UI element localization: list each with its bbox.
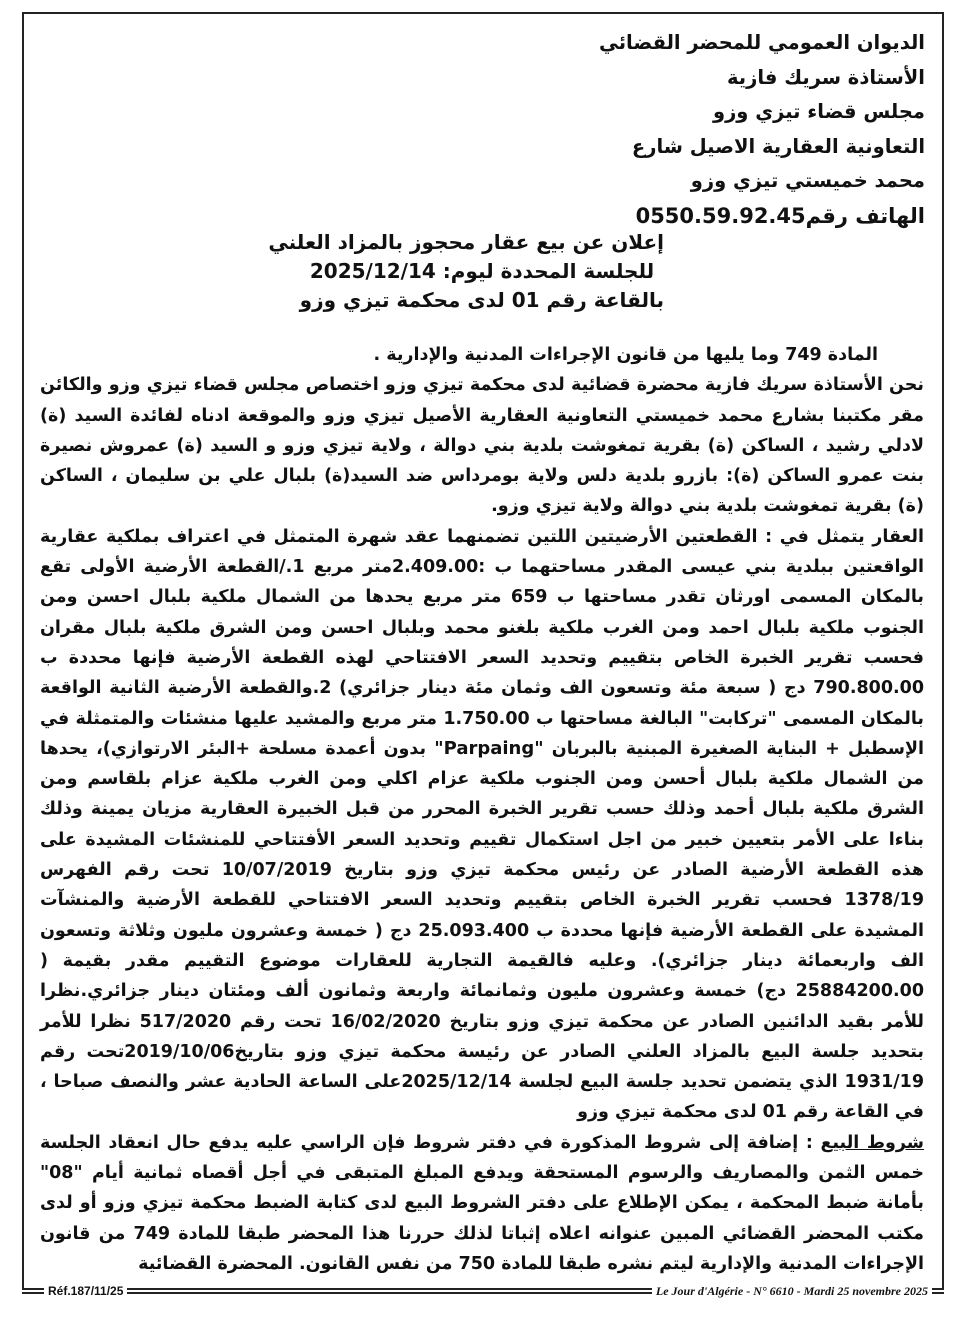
notice-body (40, 340, 924, 1279)
announcement-title: إعلان عن بيع عقار محجوز بالمزاد العلني (268, 230, 664, 254)
announcement-block (268, 228, 664, 315)
announcement-session: للجلسة المحددة ليوم: 2025/12/14 (309, 259, 655, 283)
header-court: مجلس قضاء تيزي وزو (712, 100, 925, 123)
publication-info: Le Jour d'Algérie - N° 6610 - Mardi 25 novembre 2025 (652, 1284, 932, 1299)
header-phone: الهاتف رقم0550.59.92.45 (635, 203, 925, 228)
property-text-a: العقار يتمثل في : القطعتين الأرضيتين اللتين تضمنهما عقد شهرة المتمثل في اعتراف بملكية عقارية الواقعتين ببلدية بني عيسى المقدر مساحتهما ب :2.409.00متر مربع 1./القطعة الأرضية الأولى تقع بالمكان المسمى اورثان تقدر مساحتها ب 659 متر مربع يحدها من الشمال ملكية بلبال احسن ومن الجنوب ملكية بلبال احمد ومن الغرب ملكية بلغنو محمد وبلبال احسن ومن الشرق ملكية بلبال مقران فحسب تقرير الخبرة الخاص بتقييم وتحديد السعر الافتتاحي لهذه القطعة الأرضية فإنها محددة ب 790.800.00 دج ( سبعة مئة وتسعون الف وثمان مئة دينار جزائري) 2.والقطعة الأرضية الثانية الواقعة بالمكان المسمى "تركابت" البالغة مساحتها ب 1.750.00 متر مربع والمشيد عليها منشئات والمتمثلة في الإسطبل + البناية الصغيرة المبنية بالبربان (40, 526, 925, 759)
header-bailiff-name: الأستاذة سريك فازية (726, 65, 925, 89)
footer (22, 1283, 944, 1303)
terms-label: شروط البيع (820, 1132, 924, 1153)
reference-number: Réf.187/11/25 (44, 1284, 127, 1298)
bailiff-header (455, 26, 925, 233)
paragraph-parties: نحن الأستاذة سريك فازية محضرة قضائية لدى محكمة تيزي وزو اختصاص مجلس قضاء تيزي وزو والكائن مقر مكتبنا بشارع محمد خميستي التعاونية العقارية الأصيل تيزي وزو والموقعة ادناه لفائدة السيد (ة) لادلي رشيد ، الساكن (ة) بقرية تمغوشت بلدية بني دوالة ، ولاية تيزي وزو و السيد (ة) عمروش نصيرة بنت عمرو الساكن (ة): بازرو بلدية دلس ولاية بومرداس ضد السيد(ة) بلبال علي بن سليمان ، الساكن (ة) بقرية تمغوشت بلدية بني دوالة ولاية تيزي وزو. (40, 375, 924, 517)
law-reference: المادة 749 وما يليها من قانون الإجراءات المدنية والإدارية . (373, 345, 878, 365)
property-text-b: بدون أعمدة مسلحة +البئر الارتوازي)، يحدها من الشمال ملكية بلبال أحسن ومن الجنوب ملكية عزام اكلي ومن الغرب ملكية عزام بلقاسم ومن الشرق ملكية بلبال أحمد وذلك حسب تقرير الخبرة المحرر من قبل الخبيرة العقارية مزيان يمينة وذلك بناءا على الأمر بتعيين خبير من اجل استكمال تقييم وتحديد السعر الأفتتاحي للمنشئات المشيدة على هذه القطعة الأرضية الصادر عن رئيس محكمة تيزي وزو بتاريخ 10/07/2019 تحت رقم الفهرس 1378/19 فحسب تقرير الخبرة الخاص بتقييم وتحديد السعر الافتتاحي للقطعة الأرضية والمنشآت المشيدة على القطعة الأرضية فإنها محددة ب 25.093.400 دج ( خمسة وعشرون مليون وثلاثة وتسعون الف واربعمائة دينار جزائري). وعليه فالقيمة التجارية للعقارات موضوع التقييم مقدر بقيمة ( 25884200.00 دج) خمسة وعشرون مليون وثمانمائة واربعة وثمانون ألف ومئتان دينار جزائري.نظرا للأمر بقيد الدائنين الصادر عن محكمة تيزي وزو بتاريخ 16/02/2020 تحت رقم 517/2020 نظرا للأمر بتحديد جلسة البيع بالمزاد العلني الصادر عن رئيسة محكمة تيزي وزو بتاريخ2019/10/06تحت رقم 1931/19 الذي يتضمن تحديد جلسة البيع لجلسة 2025/12/14على الساعة الحادية عشر والنصف صباحا ، في القاعة رقم 01 لدى محكمة تيزي وزو (40, 738, 925, 1123)
parpaing-term: "Parpaing" (434, 737, 544, 759)
header-address-line1: التعاونية العقارية الاصيل شارع (631, 134, 925, 158)
header-office: الديوان العمومي للمحضر القضائي (598, 31, 925, 54)
header-address-line2: محمد خميستي تيزي وزو (690, 169, 925, 192)
announcement-room: بالقاعة رقم 01 لدى محكمة تيزي وزو (299, 288, 664, 312)
terms-text: : إضافة إلى شروط المذكورة في دفتر شروط فإن الراسي عليه يدفع حال انعقاد الجلسة خمس الثمن والمصاريف والرسوم المستحقة ويدفع المبلغ المتبقى في أجل أقصاه ثمانية أيام "08" بأمانة ضبط المحكمة ، يمكن الإطلاع على دفتر الشروط البيع لدى كتابة الضبط محكمة تيزي وزو أو لدى مكتب المحضر القضائي المبين عنوانه اعلاه إثباتا لذلك حررنا هذا المحضر طبقا للمادة 749 من قانون الإجراءات المدنية والإدارية ليتم نشره طبقا للمادة 750 من نفس القانون. المحضرة القضائية (40, 1132, 924, 1274)
paragraph-property (40, 522, 924, 1128)
paragraph-terms (40, 1128, 924, 1279)
